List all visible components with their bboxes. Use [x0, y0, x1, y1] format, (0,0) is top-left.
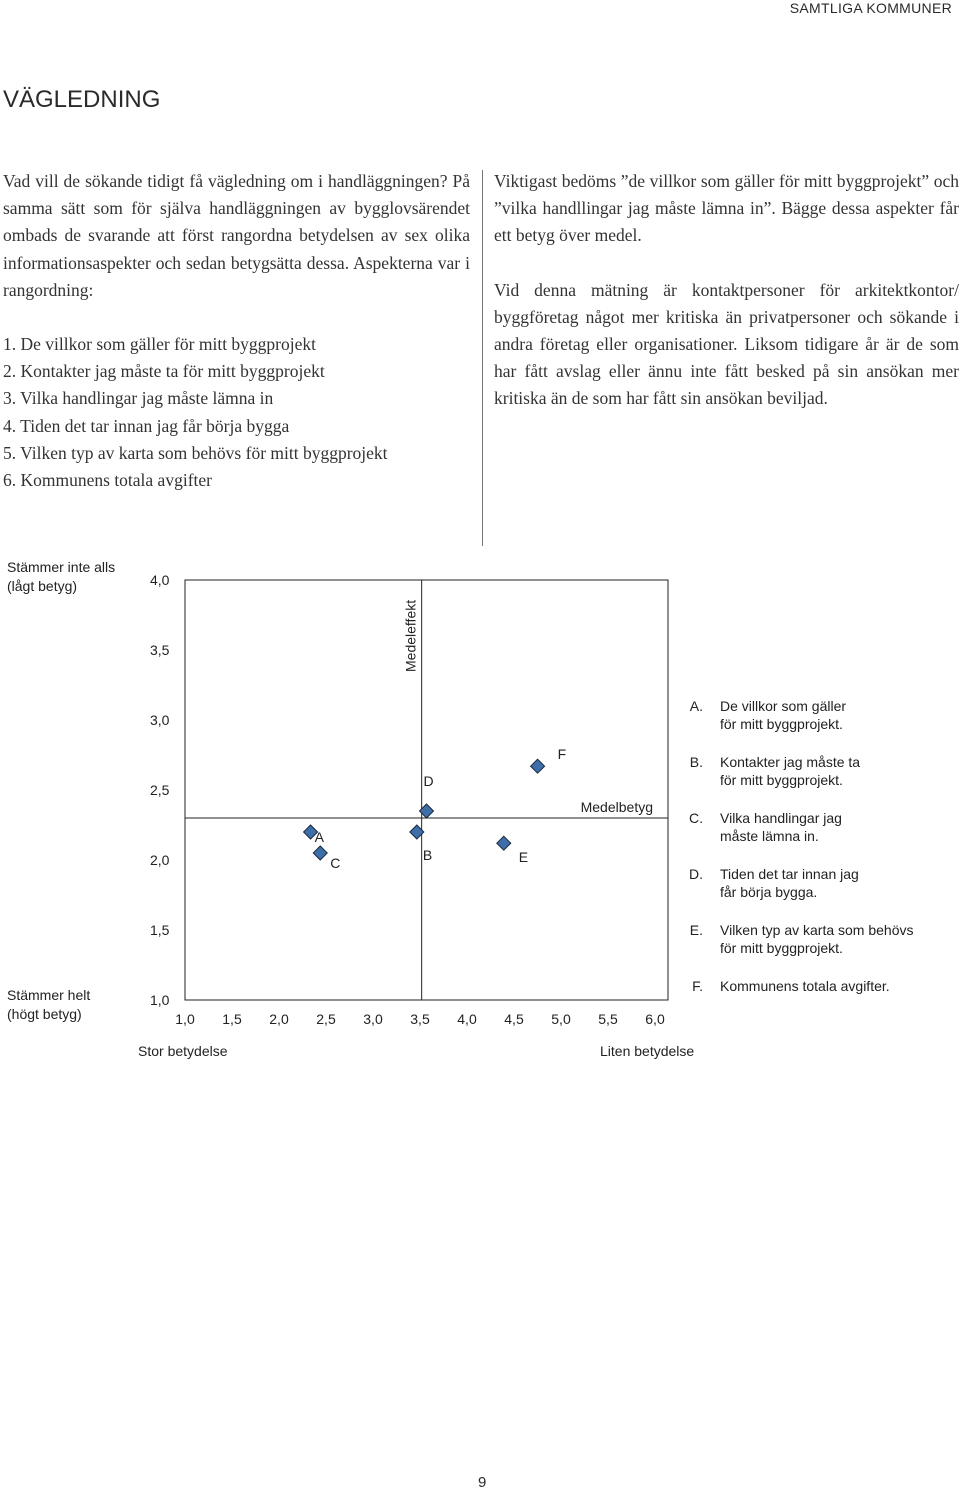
- y-axis-bottom-label: Stämmer helt: [7, 987, 91, 1003]
- legend-key: C.: [689, 810, 703, 826]
- legend-text-sub: för mitt byggprojekt.: [720, 716, 843, 732]
- data-point-label-e: E: [518, 849, 529, 866]
- page-title: VÄGLEDNING: [3, 86, 161, 113]
- importance-rating-chart: [0, 540, 960, 1080]
- data-point-label-d: D: [423, 773, 434, 789]
- analysis-paragraph-1: Viktigast bedöms ”de villkor som gäller för mitt byggprojekt” och ”vilka handllingar jag måste lämna in”. Bägge dessa aspekter får ett betyg över medel.: [494, 171, 959, 246]
- chart-frame: [185, 580, 668, 1000]
- legend-text-sub: måste lämna in.: [720, 828, 819, 844]
- x-axis-ticks: [175, 1011, 665, 1027]
- y-axis-top-label: Stämmer inte alls: [7, 559, 116, 575]
- data-point-label-a: A: [314, 829, 324, 845]
- legend-key: F.: [692, 978, 703, 994]
- x-tick-label: 6,0: [645, 1011, 665, 1027]
- y-axis-bottom-label-sub: (högt betyg): [7, 1006, 82, 1022]
- data-point-label-c: C: [330, 855, 341, 871]
- legend-text: Vilken typ av karta som behövs: [720, 922, 914, 938]
- chart-reference-lines: [185, 580, 668, 1000]
- chart-legend: [689, 698, 914, 994]
- aspect-item: 6. Kommunens totala avgifter: [3, 470, 212, 491]
- legend-key: D.: [689, 866, 703, 882]
- y-tick-label: 1,0: [150, 992, 170, 1008]
- intro-column: [3, 168, 470, 494]
- data-point-label-b: B: [422, 847, 433, 863]
- data-point-marker-e: [497, 836, 511, 850]
- intro-paragraph: Vad vill de sökande tidigt få vägledning om i handläggningen? På samma sätt som för själva handläggningen av bygglovsärendet ombads de svarande att först rangordna betydelsen av sex olika informationsaspekter och sedan betygsätta dessa. Aspekterna var i rangordning:: [3, 171, 470, 300]
- legend-text-sub: för mitt byggprojekt.: [720, 940, 843, 956]
- legend-text: Tiden det tar innan jag: [720, 866, 859, 882]
- y-axis-top-label-sub: (lågt betyg): [7, 578, 78, 594]
- y-tick-label: 2,0: [150, 852, 170, 868]
- y-tick-label: 1,5: [150, 922, 170, 938]
- data-point-marker-c: [313, 846, 327, 860]
- analysis-paragraph-2: Vid denna mätning är kontaktpersoner för arkitektkontor/ byggföretag något mer kritiska än privatpersoner och sökande i andra företag eller organisationer. Liksom tidigare år är de som har fått avslag eller ännu inte fått besked på sin ansökan mer kritiska än de som har fått sin ansökan beviljad.: [494, 279, 959, 409]
- x-tick-label: 4,0: [457, 1011, 477, 1027]
- x-tick-label: 2,5: [316, 1011, 336, 1027]
- x-tick-label: 4,5: [504, 1011, 524, 1027]
- aspect-item: 1. De villkor som gäller för mitt byggprojekt: [3, 334, 317, 355]
- mean-rating-label: Medelbetyg: [580, 799, 653, 815]
- legend-key: E.: [689, 922, 703, 938]
- legend-text-sub: för mitt byggprojekt.: [720, 772, 843, 788]
- aspect-item: 3. Vilka handlingar jag måste lämna in: [3, 388, 274, 409]
- data-point-label-f: F: [557, 746, 567, 763]
- x-tick-label: 1,0: [175, 1011, 195, 1027]
- page-number: 9: [478, 1474, 487, 1491]
- x-tick-label: 2,0: [269, 1011, 289, 1027]
- section-header-label: SAMTLIGA KOMMUNER: [789, 0, 952, 16]
- column-divider: [482, 170, 483, 546]
- plot-area-border: [185, 580, 668, 1000]
- mean-effect-label: Medeleffekt: [402, 599, 419, 672]
- x-axis-right-label: Liten betydelse: [600, 1043, 695, 1059]
- analysis-column: [494, 168, 959, 413]
- legend-text: De villkor som gäller: [720, 698, 847, 714]
- data-point-marker-f: [531, 759, 545, 773]
- y-tick-label: 4,0: [150, 572, 170, 588]
- y-tick-label: 3,0: [150, 712, 170, 728]
- aspect-list: [3, 331, 470, 494]
- x-tick-label: 3,0: [363, 1011, 383, 1027]
- x-tick-label: 5,0: [551, 1011, 571, 1027]
- y-tick-label: 3,5: [150, 642, 170, 658]
- legend-text: Vilka handlingar jag: [720, 810, 842, 826]
- legend-key: B.: [689, 754, 703, 770]
- aspect-item: 4. Tiden det tar innan jag får börja bygga: [3, 415, 290, 436]
- x-tick-label: 5,5: [598, 1011, 618, 1027]
- x-axis-left-label: Stor betydelse: [138, 1043, 228, 1059]
- data-points: [304, 746, 567, 871]
- aspect-item: 5. Vilken typ av karta som behövs för mitt byggprojekt: [3, 442, 388, 463]
- y-tick-label: 2,5: [150, 782, 170, 798]
- x-tick-label: 1,5: [222, 1011, 242, 1027]
- aspect-item: 2. Kontakter jag måste ta för mitt byggprojekt: [3, 361, 325, 382]
- legend-key: A.: [689, 698, 703, 714]
- x-tick-label: 3,5: [410, 1011, 430, 1027]
- legend-text: Kommunens totala avgifter.: [720, 978, 890, 994]
- y-axis-ticks: [150, 572, 170, 1008]
- legend-text-sub: får börja bygga.: [720, 884, 818, 900]
- legend-text: Kontakter jag måste ta: [720, 754, 861, 770]
